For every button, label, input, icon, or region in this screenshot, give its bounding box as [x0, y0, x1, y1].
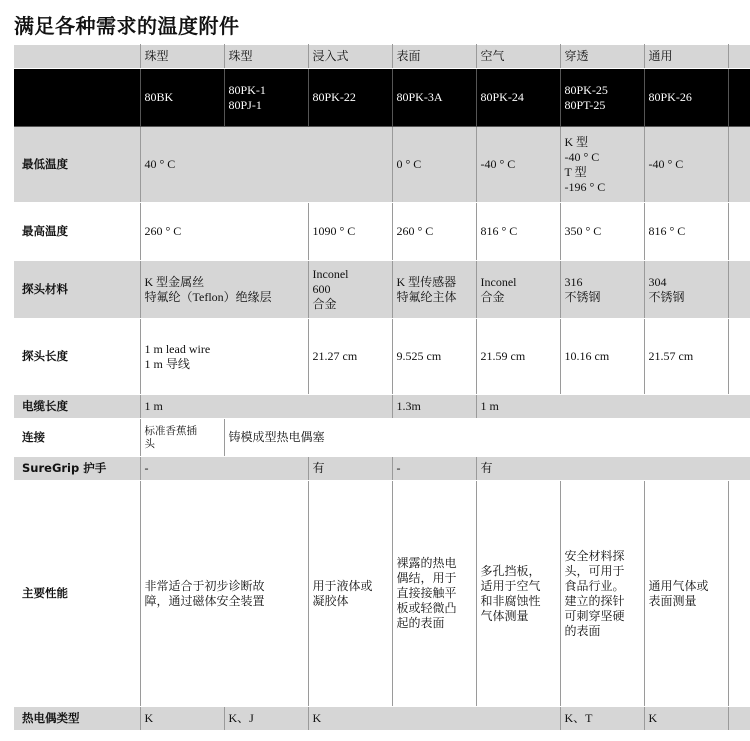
- model-cell: 80PK-25 80PT-25: [560, 69, 644, 127]
- row-label: 连接: [14, 419, 140, 457]
- min-temp-row: [14, 127, 750, 203]
- overflow-cell: [728, 481, 750, 707]
- suregrip-row: [14, 457, 750, 481]
- min-temp-cell: -40 ° C: [644, 127, 728, 203]
- page-title: 满足各种需求的温度附件: [14, 14, 240, 38]
- features-row: [14, 481, 750, 707]
- connection-row: [14, 419, 750, 457]
- probe-material-cell: 316 不锈钢: [560, 261, 644, 319]
- probe-length-cell: 1 m lead wire 1 m 导线: [140, 319, 308, 395]
- probe-material-cell: Inconel 合金: [476, 261, 560, 319]
- max-temp-cell: 1090 ° C: [308, 203, 392, 261]
- model-cell-overflow: [728, 69, 750, 127]
- type-header: 穿透: [560, 45, 644, 69]
- model-corner: [14, 69, 140, 127]
- max-temp-cell: 816 ° C: [644, 203, 728, 261]
- row-label: 电缆长度: [14, 395, 140, 419]
- type-header-row: [14, 45, 750, 69]
- min-temp-cell: K 型 -40 ° C T 型 -196 ° C: [560, 127, 644, 203]
- max-temp-cell: 260 ° C: [392, 203, 476, 261]
- model-cell: 80PK-22: [308, 69, 392, 127]
- probe-length-row: [14, 319, 750, 395]
- cable-length-row: [14, 395, 750, 419]
- row-label: 最高温度: [14, 203, 140, 261]
- features-cell: 裸露的热电 偶结，用于 直接接触平 板或轻微凸 起的表面: [392, 481, 476, 707]
- row-label: 探头材料: [14, 261, 140, 319]
- max-temp-cell: 816 ° C: [476, 203, 560, 261]
- probe-length-cell: 21.57 cm: [644, 319, 728, 395]
- overflow-cell: [728, 127, 750, 203]
- tc-type-cell: K、J: [224, 707, 308, 731]
- probe-length-cell: 10.16 cm: [560, 319, 644, 395]
- features-cell: 非常适合于初步诊断故 障，通过磁体安全装置: [140, 481, 308, 707]
- type-header: 珠型: [140, 45, 224, 69]
- row-label: 主要性能: [14, 481, 140, 707]
- max-temp-cell: 350 ° C: [560, 203, 644, 261]
- suregrip-cell: -: [140, 457, 308, 481]
- type-header: 表面: [392, 45, 476, 69]
- min-temp-cell: -40 ° C: [476, 127, 560, 203]
- min-temp-cell: 0 ° C: [392, 127, 476, 203]
- suregrip-cell: 有: [476, 457, 750, 481]
- connection-cell: 标准香蕉插 头: [140, 419, 224, 457]
- spec-table: [14, 44, 750, 731]
- tc-type-cell: K: [140, 707, 224, 731]
- probe-material-cell: K 型传感器 特氟纶主体: [392, 261, 476, 319]
- tc-type-row: [14, 707, 750, 731]
- overflow-cell: [728, 203, 750, 261]
- row-label: 热电偶类型: [14, 707, 140, 731]
- corner-cell: [14, 45, 140, 69]
- type-header: 浸入式: [308, 45, 392, 69]
- model-cell: 80PK-1 80PJ-1: [224, 69, 308, 127]
- features-cell: 通用气体或 表面测量: [644, 481, 728, 707]
- row-label: 最低温度: [14, 127, 140, 203]
- probe-length-cell: 21.27 cm: [308, 319, 392, 395]
- overflow-cell: [728, 319, 750, 395]
- cable-length-cell: 1 m: [476, 395, 750, 419]
- probe-length-cell: 21.59 cm: [476, 319, 560, 395]
- type-header: 通用: [644, 45, 728, 69]
- probe-material-row: [14, 261, 750, 319]
- model-cell: 80PK-26: [644, 69, 728, 127]
- cable-length-cell: 1 m: [140, 395, 392, 419]
- probe-length-cell: 9.525 cm: [392, 319, 476, 395]
- model-cell: 80PK-24: [476, 69, 560, 127]
- features-cell: 多孔挡板， 适用于空气 和非腐蚀性 气体测量: [476, 481, 560, 707]
- cable-length-cell: 1.3m: [392, 395, 476, 419]
- suregrip-cell: -: [392, 457, 476, 481]
- tc-type-cell: K、T: [560, 707, 644, 731]
- row-label: SureGrip 护手: [14, 457, 140, 481]
- probe-material-cell: 304 不锈钢: [644, 261, 728, 319]
- connection-cell: 铸模成型热电偶塞: [224, 419, 750, 457]
- type-header: 珠型: [224, 45, 308, 69]
- type-header: 空气: [476, 45, 560, 69]
- min-temp-cell: 40 ° C: [140, 127, 392, 203]
- features-cell: 用于液体或 凝胶体: [308, 481, 392, 707]
- probe-material-cell: K 型金属丝 特氟纶（Teflon）绝缘层: [140, 261, 308, 319]
- suregrip-cell: 有: [308, 457, 392, 481]
- type-header-overflow: [728, 45, 750, 69]
- probe-material-cell: Inconel 600 合金: [308, 261, 392, 319]
- overflow-cell: [728, 707, 750, 731]
- model-cell: 80PK-3A: [392, 69, 476, 127]
- overflow-cell: [728, 261, 750, 319]
- tc-type-cell: K: [644, 707, 728, 731]
- model-row: [14, 69, 750, 127]
- row-label: 探头长度: [14, 319, 140, 395]
- tc-type-cell: K: [308, 707, 560, 731]
- max-temp-row: [14, 203, 750, 261]
- model-cell: 80BK: [140, 69, 224, 127]
- max-temp-cell: 260 ° C: [140, 203, 308, 261]
- features-cell: 安全材料探 头，可用于 食品行业。 建立的探针 可刺穿坚硬 的表面: [560, 481, 644, 707]
